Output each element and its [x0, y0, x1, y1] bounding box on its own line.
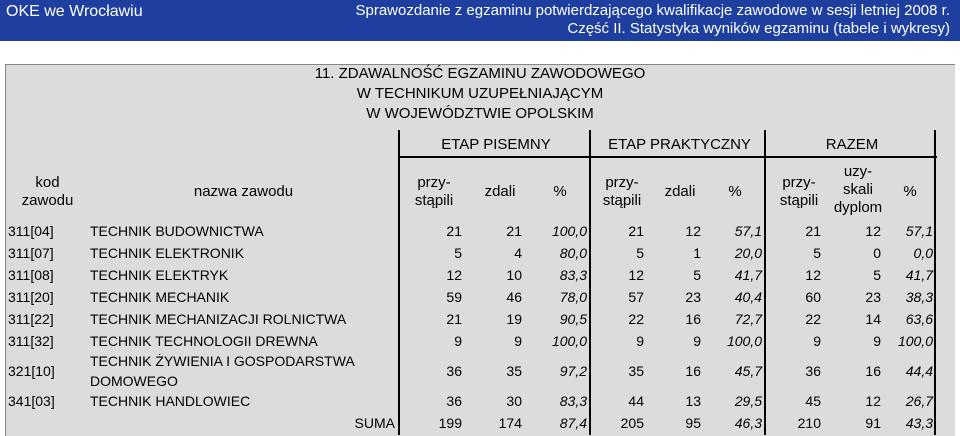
cell-p3: 9 — [813, 333, 821, 349]
cell-pc1: 83,3 — [559, 267, 587, 283]
cell-pc2: 20,0 — [734, 245, 762, 261]
suma-z1: 174 — [498, 415, 522, 431]
cell-nazwa: TECHNIK ELEKTRONIK — [90, 245, 245, 261]
rule-group-top — [400, 156, 937, 158]
group-header-pisemny: ETAP PISEMNY — [441, 136, 551, 153]
cell-p2: 12 — [628, 267, 644, 283]
cell-z1: 10 — [506, 267, 522, 283]
col-header-przy-line2: stąpili — [414, 192, 454, 209]
cell-z3: 12 — [865, 223, 881, 239]
cell-z1: 46 — [506, 289, 522, 305]
cell-kod: 311[04] — [8, 223, 54, 239]
cell-pc1: 100,0 — [551, 333, 587, 349]
col-header-przystapili-praktyczny — [592, 174, 652, 210]
col-header-pct-razem: % — [903, 183, 917, 200]
cell-z2: 12 — [685, 223, 701, 239]
col-header-przy-line1: przy- — [417, 174, 451, 191]
cell-pc2: 41,7 — [734, 267, 762, 283]
cell-pc3: 44,4 — [905, 363, 933, 379]
cell-pc3: 41,7 — [905, 267, 933, 283]
cell-pc3: 26,7 — [905, 393, 933, 409]
cell-z3: 9 — [873, 333, 881, 349]
cell-z2: 1 — [693, 245, 701, 261]
cell-pc1: 78,0 — [559, 289, 587, 305]
col-header-nazwa: nazwa zawodu — [193, 183, 294, 200]
cell-p2: 22 — [628, 311, 644, 327]
cell-pc2: 72,7 — [734, 311, 762, 327]
cell-p2: 35 — [628, 363, 644, 379]
cell-p2: 5 — [636, 245, 644, 261]
col-header-przy-line2: stąpili — [602, 192, 642, 209]
cell-nazwa: TECHNIK TECHNOLOGII DREWNA — [90, 333, 318, 349]
cell-pc2: 29,5 — [734, 393, 762, 409]
table-subtitle-1: W TECHNIKUM UZUPEŁNIAJĄCYM — [356, 85, 604, 102]
suma-p3: 210 — [797, 415, 821, 431]
suma-pc2: 46,3 — [734, 415, 762, 431]
cell-p2: 21 — [628, 223, 644, 239]
group-header-praktyczny: ETAP PRAKTYCZNY — [608, 136, 751, 153]
cell-pc1: 97,2 — [559, 363, 587, 379]
cell-pc1: 80,0 — [559, 245, 587, 261]
cell-z2: 9 — [693, 333, 701, 349]
cell-z1: 35 — [506, 363, 522, 379]
cell-z2: 13 — [685, 393, 701, 409]
col-header-pct-pisemny: % — [553, 183, 567, 200]
cell-z3: 12 — [865, 393, 881, 409]
report-title-line2: Część II. Statystyka wyników egzaminu (tabele i wykresy) — [567, 20, 950, 37]
cell-p1: 12 — [446, 267, 462, 283]
report-title-line1: Sprawozdanie z egzaminu potwierdzającego kwalifikacje zawodowe w sesji letniej 2008 r. — [355, 2, 950, 19]
col-header-uzyskali-dyplom — [828, 163, 888, 217]
col-header-pct-praktyczny: % — [728, 183, 742, 200]
cell-pc3: 63,6 — [905, 311, 933, 327]
cell-p1: 9 — [454, 333, 462, 349]
col-header-przy-line1: przy- — [605, 174, 639, 191]
cell-z1: 4 — [514, 245, 522, 261]
col-header-zdali-pisemny: zdali — [484, 183, 516, 200]
cell-p3: 60 — [805, 289, 821, 305]
cell-kod: 311[20] — [8, 289, 54, 305]
cell-p3: 21 — [805, 223, 821, 239]
cell-z2: 5 — [693, 267, 701, 283]
cell-p2: 9 — [636, 333, 644, 349]
org-name: OKE we Wrocławiu — [6, 3, 143, 20]
cell-z2: 16 — [685, 311, 701, 327]
col-header-przystapili-pisemny — [403, 174, 465, 210]
rule-left — [398, 130, 400, 435]
cell-p2: 57 — [628, 289, 644, 305]
report-header-banner — [0, 0, 960, 41]
cell-z3: 16 — [865, 363, 881, 379]
col-header-uzy-line3: dyplom — [833, 199, 883, 216]
cell-pc3: 0,0 — [913, 245, 933, 261]
cell-kod: 321[10] — [8, 363, 55, 379]
col-header-kod — [10, 174, 85, 210]
cell-pc2: 45,7 — [734, 363, 762, 379]
cell-nazwa: TECHNIK BUDOWNICTWA — [90, 223, 264, 239]
cell-p1: 5 — [454, 245, 462, 261]
cell-nazwa-line2: DOMOWEGO — [90, 373, 178, 389]
group-header-razem: RAZEM — [825, 136, 879, 153]
cell-kod: 311[22] — [8, 311, 54, 327]
col-header-uzy-line2: skali — [842, 181, 873, 198]
suma-label: SUMA — [354, 415, 395, 431]
suma-p1: 199 — [438, 415, 462, 431]
cell-pc1: 90,5 — [559, 311, 587, 327]
cell-p1: 36 — [446, 393, 462, 409]
cell-nazwa: TECHNIK MECHANIK — [90, 289, 230, 305]
cell-pc2: 100,0 — [726, 333, 762, 349]
cell-pc3: 57,1 — [905, 223, 933, 239]
cell-p1: 36 — [446, 363, 462, 379]
rule-right — [934, 130, 936, 435]
cell-nazwa: TECHNIK ŻYWIENIA I GOSPODARSTWA — [90, 353, 355, 369]
suma-p2: 205 — [620, 415, 644, 431]
suma-z2: 95 — [685, 415, 701, 431]
cell-p3: 45 — [805, 393, 821, 409]
cell-z1: 19 — [506, 311, 522, 327]
col-header-kod-line2: zawodu — [21, 192, 74, 209]
col-header-przy-line1: przy- — [782, 174, 816, 191]
cell-z3: 23 — [865, 289, 881, 305]
cell-p3: 12 — [805, 267, 821, 283]
suma-pc1: 87,4 — [559, 415, 587, 431]
suma-z3: 91 — [865, 415, 881, 431]
cell-p3: 36 — [805, 363, 821, 379]
cell-p3: 5 — [813, 245, 821, 261]
cell-z2: 23 — [685, 289, 701, 305]
cell-nazwa: TECHNIK MECHANIZACJI ROLNICTWA — [90, 311, 347, 327]
cell-kod: 311[08] — [8, 267, 54, 283]
cell-kod: 311[07] — [8, 245, 54, 261]
cell-z1: 30 — [506, 393, 522, 409]
cell-p2: 44 — [628, 393, 644, 409]
cell-nazwa: TECHNIK ELEKTRYK — [90, 267, 229, 283]
cell-pc2: 40,4 — [734, 289, 762, 305]
cell-z3: 14 — [865, 311, 881, 327]
cell-pc3: 100,0 — [897, 333, 933, 349]
table-subtitle-2: W WOJEWÓDZTWIE OPOLSKIM — [366, 105, 594, 122]
cell-z1: 21 — [506, 223, 522, 239]
cell-z1: 9 — [514, 333, 522, 349]
cell-pc2: 57,1 — [734, 223, 762, 239]
cell-nazwa: TECHNIK HANDLOWIEC — [90, 393, 251, 409]
cell-pc1: 83,3 — [559, 393, 587, 409]
cell-p1: 59 — [446, 289, 462, 305]
cell-pc3: 38,3 — [905, 289, 933, 305]
col-header-zdali-praktyczny: zdali — [664, 183, 696, 200]
table-title: 11. ZDAWALNOŚĆ EGZAMINU ZAWODOWEGO — [314, 65, 646, 82]
cell-kod: 341[03] — [8, 393, 55, 409]
suma-pc3: 43,3 — [905, 415, 933, 431]
col-header-przystapili-razem — [769, 174, 829, 210]
cell-p1: 21 — [446, 311, 462, 327]
col-header-przy-line2: stąpili — [779, 192, 819, 209]
cell-kod: 311[32] — [8, 333, 54, 349]
cell-p3: 22 — [805, 311, 821, 327]
cell-z3: 0 — [873, 245, 881, 261]
cell-pc1: 100,0 — [551, 223, 587, 239]
col-header-kod-line1: kod — [35, 174, 60, 191]
cell-p1: 21 — [446, 223, 462, 239]
cell-z3: 5 — [873, 267, 881, 283]
cell-z2: 16 — [685, 363, 701, 379]
col-header-uzy-line1: uzy- — [843, 163, 873, 180]
